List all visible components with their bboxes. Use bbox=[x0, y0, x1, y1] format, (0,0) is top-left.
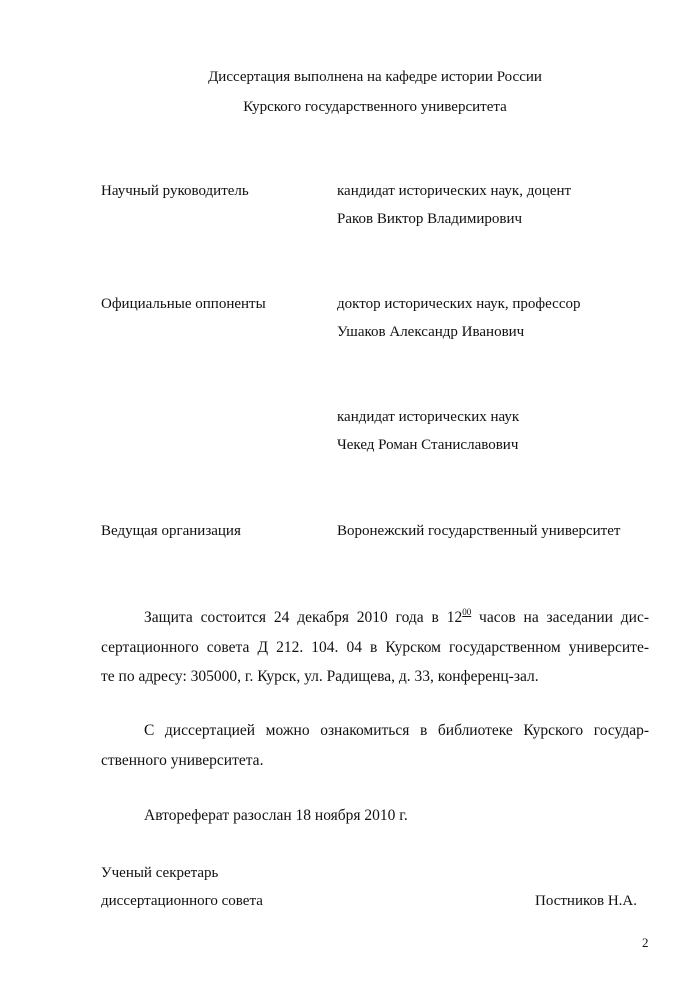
opponents-label: Официальные оппоненты bbox=[101, 296, 266, 312]
opponent-1-degree: доктор исторических наук, профессор bbox=[337, 296, 581, 312]
secretary-name: Постников Н.А. bbox=[535, 893, 637, 909]
page-number: 2 bbox=[642, 935, 649, 950]
library-paragraph bbox=[101, 716, 649, 775]
defense-line-2: сертационного совета Д 212. 104. 04 в Курском государственном университе- bbox=[101, 638, 649, 656]
library-line-2: ственного университета. bbox=[101, 751, 264, 769]
supervisor-degree: кандидат исторических наук, доцент bbox=[337, 183, 572, 199]
header-line-1: Диссертация выполнена на кафедре истории России bbox=[208, 69, 542, 85]
supervisor-name: Раков Виктор Владимирович bbox=[337, 211, 523, 227]
defense-line-1: Защита состоится 24 декабря 2010 года в $12^{00}$ часов на заседании дис- bbox=[144, 607, 650, 626]
leading-org-value: Воронежский государственный университет bbox=[337, 523, 621, 539]
opponent-1-name: Ушаков Александр Иванович bbox=[337, 324, 525, 340]
opponent-2-degree: кандидат исторических наук bbox=[337, 409, 520, 425]
opponent-2-name: Чекед Роман Станиславович bbox=[337, 437, 519, 453]
library-line-1: С диссертацией можно ознакомиться в библиотеке Курского государ- bbox=[144, 722, 649, 739]
secretary-title-line-2: диссертационного совета bbox=[101, 893, 263, 909]
supervisor-label: Научный руководитель bbox=[101, 183, 249, 199]
defense-paragraph bbox=[101, 598, 649, 692]
leading-org-label: Ведущая организация bbox=[101, 523, 241, 539]
defense-line-3: те по адресу: 305000, г. Курск, ул. Радищева, д. 33, конференц-зал. bbox=[101, 668, 539, 685]
sent-date: Автореферат разослан 18 ноября 2010 г. bbox=[144, 807, 408, 824]
time-superscript: 00 bbox=[462, 607, 472, 617]
header-line-2: Курского государственного университета bbox=[243, 99, 507, 115]
secretary-title-line-1: Ученый секретарь bbox=[101, 865, 219, 881]
